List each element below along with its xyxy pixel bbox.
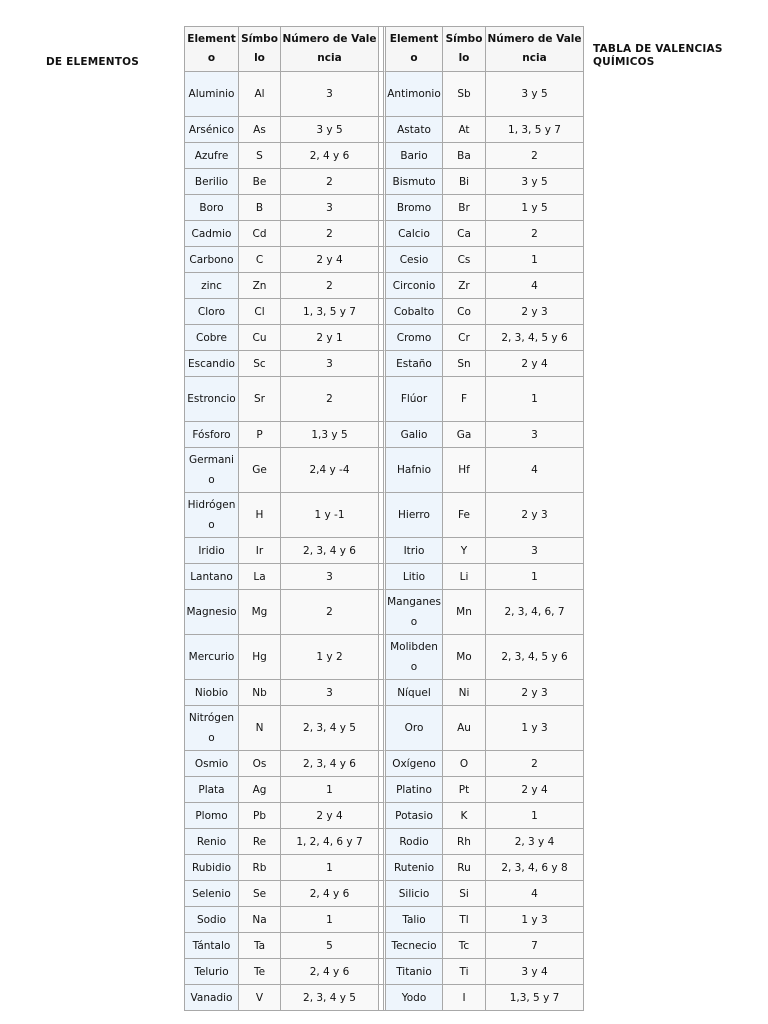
- valence-cell: 2, 3, 4 y 6: [281, 751, 379, 777]
- valence-cell: 3: [281, 351, 379, 377]
- table-row: [185, 933, 583, 959]
- valence-cell: 2 y 3: [486, 493, 583, 538]
- valence-cell: 3: [486, 538, 583, 564]
- column-separator: [379, 680, 386, 706]
- valence-cell: 2, 3, 4, 5 y 6: [486, 325, 583, 351]
- element-name-cell: Tántalo: [185, 933, 239, 959]
- valence-cell: 2 y 4: [281, 803, 379, 829]
- element-name-cell: Talio: [386, 907, 443, 933]
- element-name-cell: Vanadio: [185, 985, 239, 1010]
- valence-cell: 1: [281, 907, 379, 933]
- valence-cell: 3: [486, 422, 583, 448]
- symbol-cell: Mn: [443, 590, 486, 635]
- valence-cell: 3 y 5: [281, 117, 379, 143]
- valence-cell: 2 y 3: [486, 299, 583, 325]
- element-name-cell: Calcio: [386, 221, 443, 247]
- title-right: TABLA DE VALENCIAS QUÍMICOS: [593, 43, 723, 68]
- valence-cell: 1 y 3: [486, 907, 583, 933]
- element-name-cell: Manganeso: [386, 590, 443, 635]
- symbol-cell: Bi: [443, 169, 486, 195]
- column-separator: [379, 590, 386, 635]
- valence-cell: 4: [486, 273, 583, 299]
- symbol-cell: Rb: [239, 855, 281, 881]
- table-row: [185, 325, 583, 351]
- element-name-cell: Renio: [185, 829, 239, 855]
- column-separator: [379, 855, 386, 881]
- element-name-cell: Molibdeno: [386, 635, 443, 680]
- column-header: Número de Valencia: [486, 27, 583, 72]
- symbol-cell: Br: [443, 195, 486, 221]
- symbol-cell: Ge: [239, 448, 281, 493]
- table-row: [185, 422, 583, 448]
- symbol-cell: Sb: [443, 72, 486, 117]
- symbol-cell: Ca: [443, 221, 486, 247]
- symbol-cell: F: [443, 377, 486, 422]
- valence-cell: 2, 4 y 6: [281, 959, 379, 985]
- valence-cell: 2 y 4: [281, 247, 379, 273]
- table-header-row: [185, 27, 583, 72]
- valence-cell: 3: [281, 680, 379, 706]
- valence-cell: 3: [281, 72, 379, 117]
- symbol-cell: Ir: [239, 538, 281, 564]
- valence-cell: 2 y 4: [486, 777, 583, 803]
- valence-cell: 2 y 3: [486, 680, 583, 706]
- element-name-cell: Silicio: [386, 881, 443, 907]
- column-header: Elemento: [386, 27, 443, 72]
- element-name-cell: Sodio: [185, 907, 239, 933]
- element-name-cell: Titanio: [386, 959, 443, 985]
- element-name-cell: Cromo: [386, 325, 443, 351]
- symbol-cell: Mo: [443, 635, 486, 680]
- symbol-cell: Te: [239, 959, 281, 985]
- symbol-cell: Ru: [443, 855, 486, 881]
- symbol-cell: Y: [443, 538, 486, 564]
- table-row: [185, 273, 583, 299]
- column-separator: [379, 299, 386, 325]
- table-row: [185, 195, 583, 221]
- column-separator: [379, 635, 386, 680]
- element-name-cell: Arsénico: [185, 117, 239, 143]
- valence-cell: 4: [486, 448, 583, 493]
- element-name-cell: Plata: [185, 777, 239, 803]
- table-row: [185, 803, 583, 829]
- element-name-cell: Oro: [386, 706, 443, 751]
- symbol-cell: O: [443, 751, 486, 777]
- column-separator: [379, 985, 386, 1010]
- column-separator: [379, 493, 386, 538]
- valence-cell: 1, 3, 5 y 7: [486, 117, 583, 143]
- table-row: [185, 777, 583, 803]
- column-header: Símbolo: [443, 27, 486, 72]
- table-row: [185, 493, 583, 538]
- table-row: [185, 377, 583, 422]
- valence-cell: 2, 3, 4 y 6: [281, 538, 379, 564]
- valence-cell: 1 y 3: [486, 706, 583, 751]
- symbol-cell: Ba: [443, 143, 486, 169]
- valence-cell: 2: [281, 221, 379, 247]
- symbol-cell: Co: [443, 299, 486, 325]
- symbol-cell: Ga: [443, 422, 486, 448]
- table-row: [185, 959, 583, 985]
- column-separator: [379, 538, 386, 564]
- column-separator: [379, 117, 386, 143]
- valence-cell: 1,3, 5 y 7: [486, 985, 583, 1010]
- column-separator: [379, 351, 386, 377]
- element-name-cell: Litio: [386, 564, 443, 590]
- symbol-cell: La: [239, 564, 281, 590]
- element-name-cell: Rutenio: [386, 855, 443, 881]
- symbol-cell: Tc: [443, 933, 486, 959]
- column-separator: [379, 933, 386, 959]
- symbol-cell: Fe: [443, 493, 486, 538]
- symbol-cell: C: [239, 247, 281, 273]
- column-separator: [379, 221, 386, 247]
- column-separator: [379, 803, 386, 829]
- symbol-cell: H: [239, 493, 281, 538]
- symbol-cell: Sr: [239, 377, 281, 422]
- column-header: Elemento: [185, 27, 239, 72]
- symbol-cell: Os: [239, 751, 281, 777]
- symbol-cell: Zn: [239, 273, 281, 299]
- valence-cell: 2: [281, 169, 379, 195]
- valence-cell: 2, 3, 4, 6 y 8: [486, 855, 583, 881]
- symbol-cell: N: [239, 706, 281, 751]
- symbol-cell: S: [239, 143, 281, 169]
- valence-cell: 7: [486, 933, 583, 959]
- valence-cell: 1: [281, 777, 379, 803]
- element-name-cell: Cloro: [185, 299, 239, 325]
- valence-cell: 2, 3, 4, 5 y 6: [486, 635, 583, 680]
- element-name-cell: Nitrógeno: [185, 706, 239, 751]
- symbol-cell: Au: [443, 706, 486, 751]
- table-row: [185, 680, 583, 706]
- valence-cell: 1 y 2: [281, 635, 379, 680]
- symbol-cell: Cd: [239, 221, 281, 247]
- element-name-cell: Hidrógeno: [185, 493, 239, 538]
- symbol-cell: Rh: [443, 829, 486, 855]
- valence-cell: 5: [281, 933, 379, 959]
- element-name-cell: Hierro: [386, 493, 443, 538]
- table-row: [185, 117, 583, 143]
- valence-cell: 1: [486, 803, 583, 829]
- valence-cell: 3 y 4: [486, 959, 583, 985]
- column-separator: [379, 143, 386, 169]
- column-separator: [379, 448, 386, 493]
- symbol-cell: Cu: [239, 325, 281, 351]
- element-name-cell: Osmio: [185, 751, 239, 777]
- element-name-cell: Boro: [185, 195, 239, 221]
- symbol-cell: Re: [239, 829, 281, 855]
- element-name-cell: Berilio: [185, 169, 239, 195]
- element-name-cell: Aluminio: [185, 72, 239, 117]
- symbol-cell: Ti: [443, 959, 486, 985]
- table-row: [185, 751, 583, 777]
- symbol-cell: Se: [239, 881, 281, 907]
- column-separator: [379, 195, 386, 221]
- table-row: [185, 907, 583, 933]
- column-separator: [379, 377, 386, 422]
- element-name-cell: Telurio: [185, 959, 239, 985]
- element-name-cell: Rubidio: [185, 855, 239, 881]
- valence-cell: 2, 3, 4 y 5: [281, 985, 379, 1010]
- valence-cell: 3 y 5: [486, 72, 583, 117]
- element-name-cell: Azufre: [185, 143, 239, 169]
- column-separator: [379, 422, 386, 448]
- valence-cell: 2, 4 y 6: [281, 143, 379, 169]
- valence-cell: 3: [281, 564, 379, 590]
- table-row: [185, 247, 583, 273]
- table-row: [185, 351, 583, 377]
- element-name-cell: Itrio: [386, 538, 443, 564]
- symbol-cell: Sc: [239, 351, 281, 377]
- symbol-cell: Mg: [239, 590, 281, 635]
- valence-cell: 2 y 4: [486, 351, 583, 377]
- symbol-cell: Li: [443, 564, 486, 590]
- valence-cell: 2: [281, 590, 379, 635]
- valence-cell: 1 y 5: [486, 195, 583, 221]
- valence-table: [184, 26, 584, 1011]
- element-name-cell: Niobio: [185, 680, 239, 706]
- table-body: [185, 72, 583, 1010]
- column-separator: [379, 72, 386, 117]
- symbol-cell: Pt: [443, 777, 486, 803]
- valence-cell: 1 y -1: [281, 493, 379, 538]
- valence-cell: 1: [486, 247, 583, 273]
- valence-cell: 1, 2, 4, 6 y 7: [281, 829, 379, 855]
- element-name-cell: Cesio: [386, 247, 443, 273]
- symbol-cell: P: [239, 422, 281, 448]
- element-name-cell: Flúor: [386, 377, 443, 422]
- valence-cell: 1: [486, 564, 583, 590]
- element-name-cell: Germanio: [185, 448, 239, 493]
- table-row: [185, 143, 583, 169]
- column-separator: [379, 907, 386, 933]
- valence-cell: 2 y 1: [281, 325, 379, 351]
- element-name-cell: Cobalto: [386, 299, 443, 325]
- symbol-cell: V: [239, 985, 281, 1010]
- element-name-cell: Mercurio: [185, 635, 239, 680]
- valence-cell: 2: [281, 377, 379, 422]
- element-name-cell: Hafnio: [386, 448, 443, 493]
- valence-cell: 2: [281, 273, 379, 299]
- valence-cell: 2: [486, 751, 583, 777]
- element-name-cell: Bromo: [386, 195, 443, 221]
- symbol-cell: Zr: [443, 273, 486, 299]
- symbol-cell: Cl: [239, 299, 281, 325]
- element-name-cell: Tecnecio: [386, 933, 443, 959]
- symbol-cell: Ag: [239, 777, 281, 803]
- element-name-cell: Oxígeno: [386, 751, 443, 777]
- column-separator: [379, 751, 386, 777]
- column-separator: [379, 829, 386, 855]
- table-row: [185, 590, 583, 635]
- element-name-cell: Yodo: [386, 985, 443, 1010]
- element-name-cell: Estroncio: [185, 377, 239, 422]
- column-header: Número de Valencia: [281, 27, 379, 72]
- valence-cell: 2: [486, 143, 583, 169]
- symbol-cell: At: [443, 117, 486, 143]
- table-row: [185, 881, 583, 907]
- symbol-cell: Be: [239, 169, 281, 195]
- table-row: [185, 829, 583, 855]
- table-row: [185, 635, 583, 680]
- table-row: [185, 538, 583, 564]
- element-name-cell: Iridio: [185, 538, 239, 564]
- column-separator: [379, 564, 386, 590]
- valence-cell: 3 y 5: [486, 169, 583, 195]
- symbol-cell: I: [443, 985, 486, 1010]
- table-row: [185, 169, 583, 195]
- symbol-cell: Sn: [443, 351, 486, 377]
- column-separator: [379, 777, 386, 803]
- symbol-cell: Ta: [239, 933, 281, 959]
- element-name-cell: Carbono: [185, 247, 239, 273]
- column-separator: [379, 169, 386, 195]
- table-row: [185, 855, 583, 881]
- element-name-cell: Bismuto: [386, 169, 443, 195]
- element-name-cell: Galio: [386, 422, 443, 448]
- element-name-cell: Astato: [386, 117, 443, 143]
- valence-cell: 1: [281, 855, 379, 881]
- valence-cell: 1: [486, 377, 583, 422]
- table-row: [185, 564, 583, 590]
- element-name-cell: Magnesio: [185, 590, 239, 635]
- element-name-cell: zinc: [185, 273, 239, 299]
- symbol-cell: Hg: [239, 635, 281, 680]
- symbol-cell: Pb: [239, 803, 281, 829]
- valence-cell: 2, 3 y 4: [486, 829, 583, 855]
- symbol-cell: Al: [239, 72, 281, 117]
- column-separator: [379, 325, 386, 351]
- element-name-cell: Fósforo: [185, 422, 239, 448]
- table-row: [185, 985, 583, 1010]
- valence-cell: 3: [281, 195, 379, 221]
- element-name-cell: Potasio: [386, 803, 443, 829]
- element-name-cell: Escandio: [185, 351, 239, 377]
- column-separator: [379, 27, 386, 72]
- column-separator: [379, 706, 386, 751]
- symbol-cell: Na: [239, 907, 281, 933]
- valence-cell: 2, 3, 4, 6, 7: [486, 590, 583, 635]
- column-separator: [379, 273, 386, 299]
- element-name-cell: Circonio: [386, 273, 443, 299]
- table-row: [185, 299, 583, 325]
- symbol-cell: K: [443, 803, 486, 829]
- element-name-cell: Plomo: [185, 803, 239, 829]
- element-name-cell: Estaño: [386, 351, 443, 377]
- symbol-cell: Cs: [443, 247, 486, 273]
- symbol-cell: As: [239, 117, 281, 143]
- column-separator: [379, 959, 386, 985]
- symbol-cell: Tl: [443, 907, 486, 933]
- element-name-cell: Lantano: [185, 564, 239, 590]
- column-separator: [379, 247, 386, 273]
- title-left: DE ELEMENTOS: [46, 56, 140, 68]
- valence-cell: 1,3 y 5: [281, 422, 379, 448]
- element-name-cell: Selenio: [185, 881, 239, 907]
- table-row: [185, 221, 583, 247]
- symbol-cell: Nb: [239, 680, 281, 706]
- element-name-cell: Bario: [386, 143, 443, 169]
- symbol-cell: B: [239, 195, 281, 221]
- valence-cell: 1, 3, 5 y 7: [281, 299, 379, 325]
- symbol-cell: Si: [443, 881, 486, 907]
- column-separator: [379, 881, 386, 907]
- valence-cell: 2: [486, 221, 583, 247]
- valence-table-container: [184, 26, 584, 1011]
- table-row: [185, 706, 583, 751]
- element-name-cell: Cobre: [185, 325, 239, 351]
- column-header: Símbolo: [239, 27, 281, 72]
- table-row: [185, 72, 583, 117]
- element-name-cell: Cadmio: [185, 221, 239, 247]
- element-name-cell: Níquel: [386, 680, 443, 706]
- element-name-cell: Antimonio: [386, 72, 443, 117]
- symbol-cell: Hf: [443, 448, 486, 493]
- table-row: [185, 448, 583, 493]
- valence-cell: 2,4 y -4: [281, 448, 379, 493]
- valence-cell: 2, 4 y 6: [281, 881, 379, 907]
- symbol-cell: Cr: [443, 325, 486, 351]
- valence-cell: 2, 3, 4 y 5: [281, 706, 379, 751]
- element-name-cell: Rodio: [386, 829, 443, 855]
- valence-cell: 4: [486, 881, 583, 907]
- element-name-cell: Platino: [386, 777, 443, 803]
- symbol-cell: Ni: [443, 680, 486, 706]
